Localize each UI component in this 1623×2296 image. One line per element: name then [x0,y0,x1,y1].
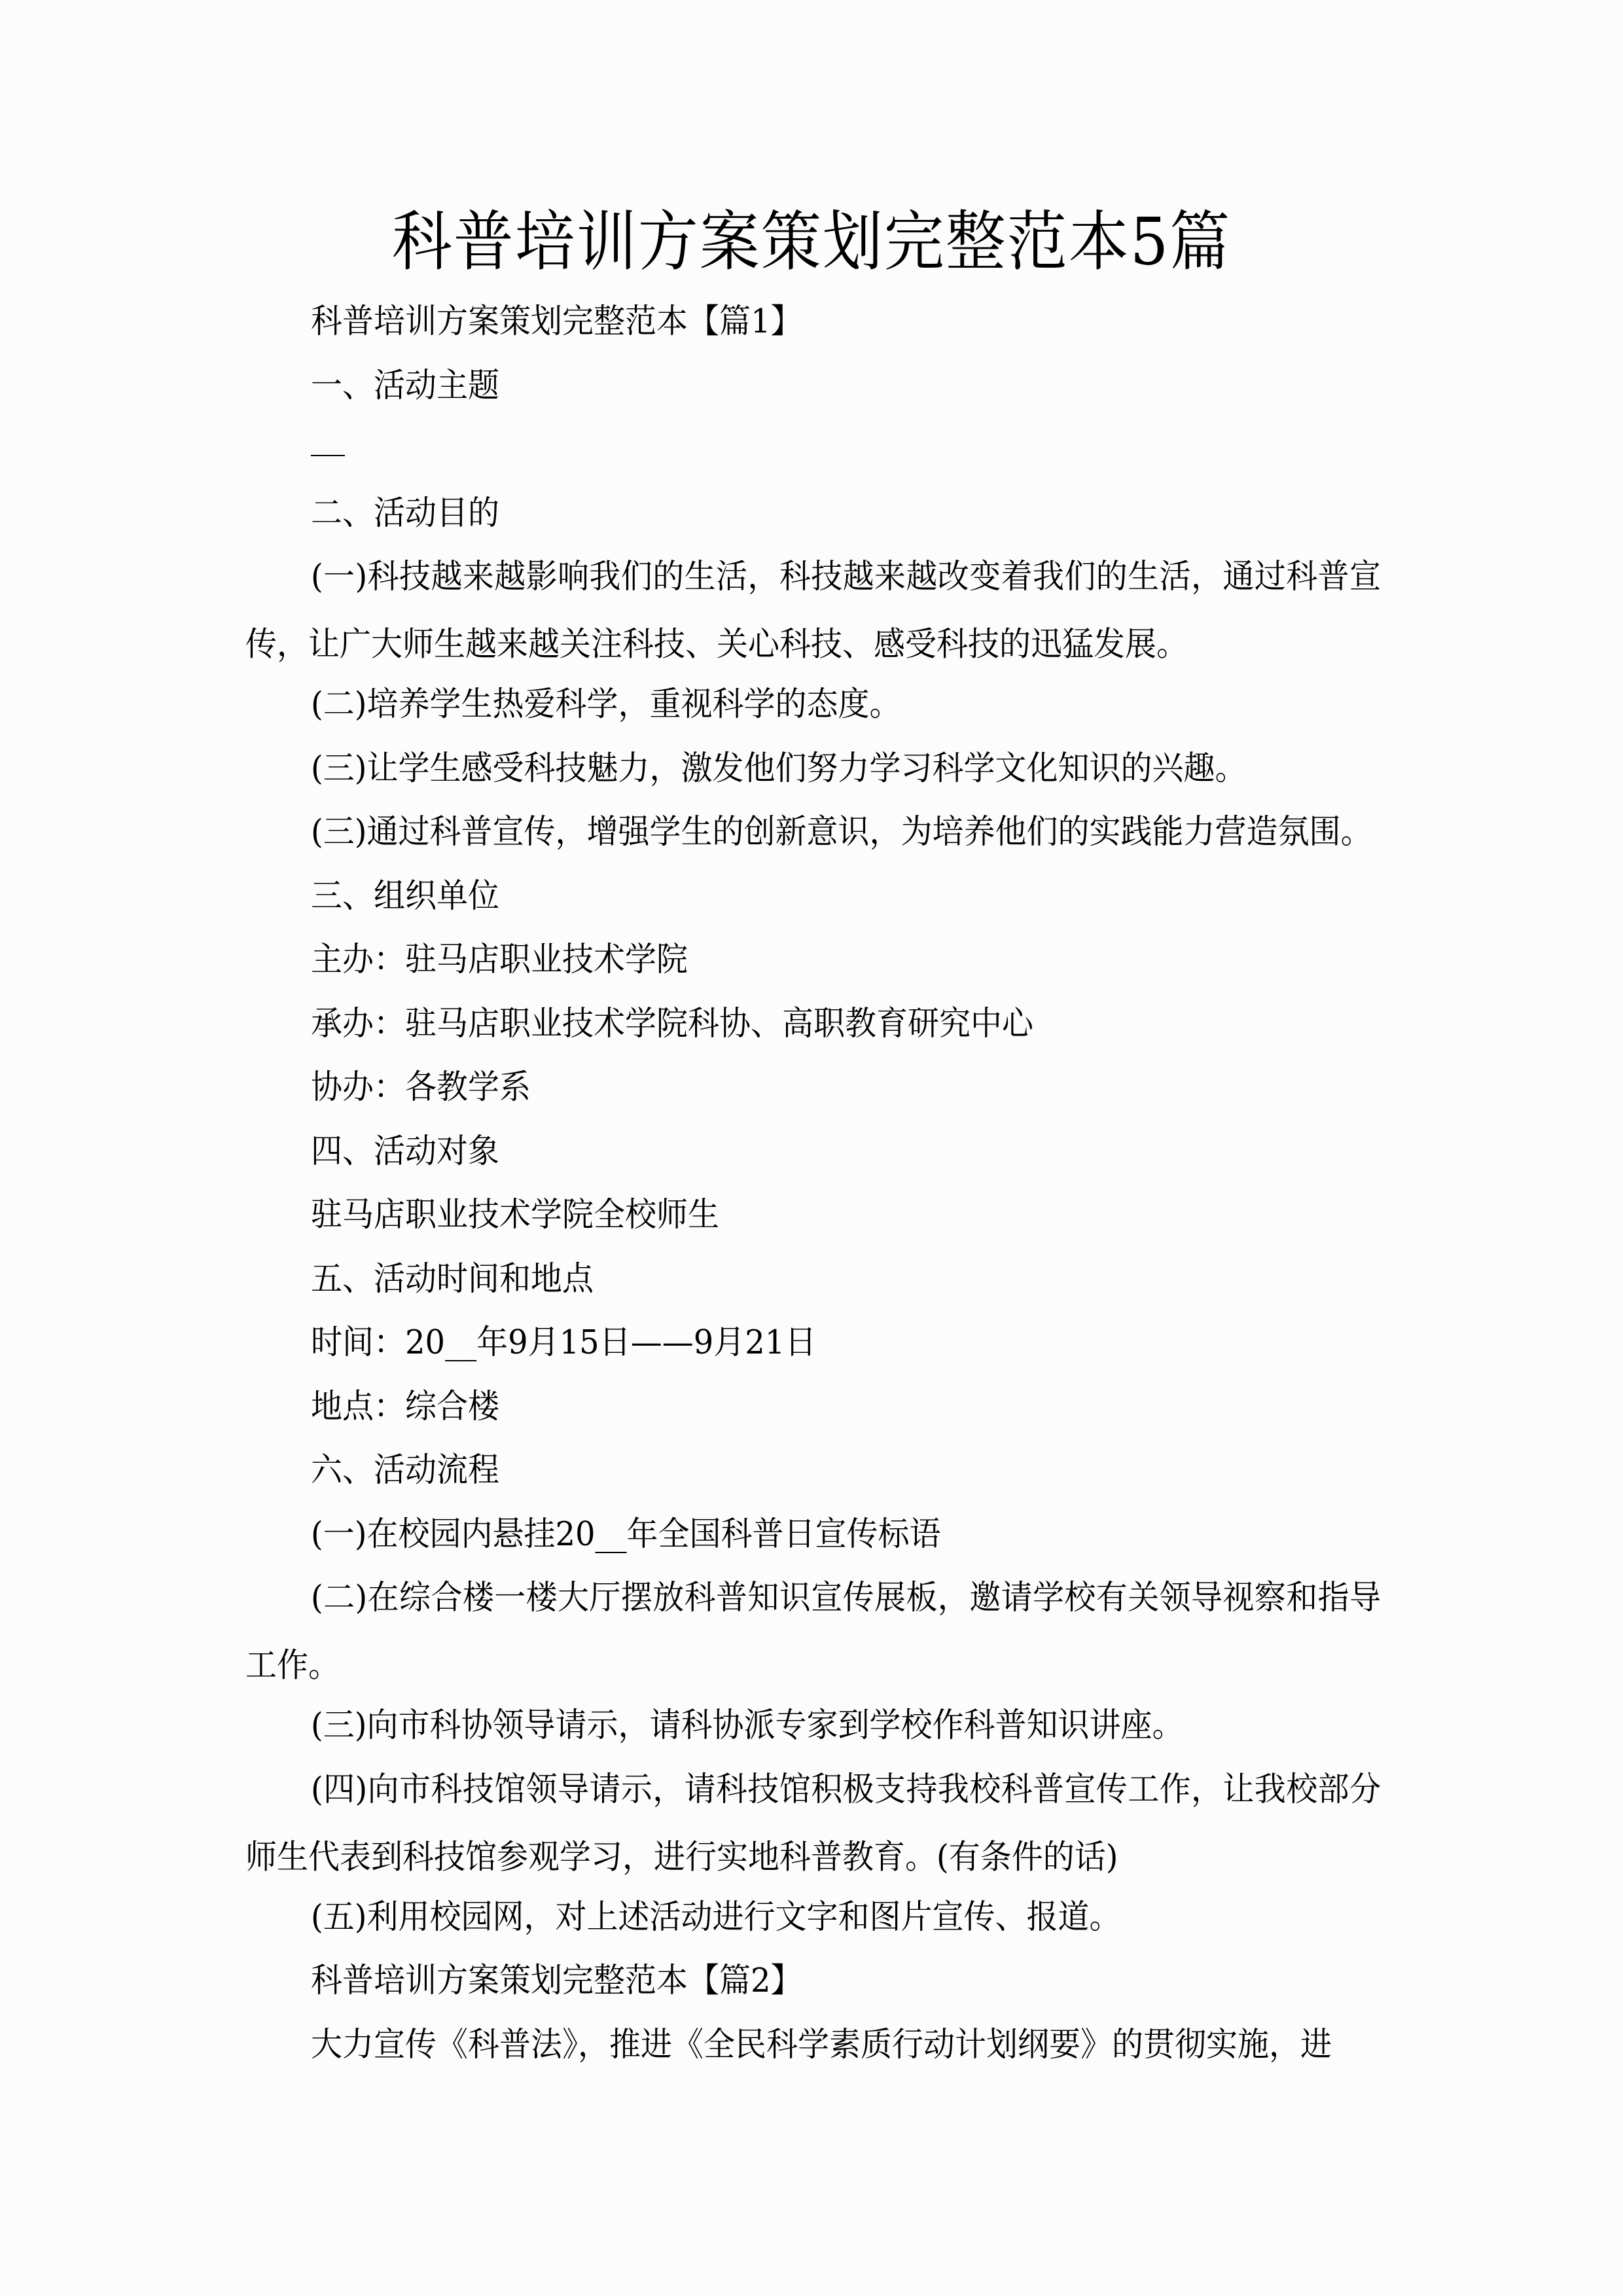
organizer-undertaker: 承办：驻马店职业技术学院科协、高职教育研究中心 [311,1003,1034,1043]
place-value: 地点：综合楼 [311,1386,500,1426]
purpose-item: (三)让学生感受科技魅力，激发他们努力学习科学文化知识的兴趣。 [311,748,1247,788]
process-step: (一)在校园内悬挂20__年全国科普日宣传标语 [311,1514,941,1554]
purpose-item: (三)通过科普宣传，增强学生的创新意识，为培养他们的实践能力营造氛围。 [311,812,1372,852]
section-2-intro: 大力宣传《科普法》，推进《全民科学素质行动计划纲要》的贯彻实施，进 [311,2024,1332,2064]
organizer-co-host: 协办：各教学系 [311,1067,531,1107]
process-heading: 六、活动流程 [311,1450,500,1490]
time-value: 时间：20__年9月15日——9月21日 [311,1323,817,1362]
document-body [245,288,1381,2075]
target-heading: 四、活动对象 [311,1131,500,1171]
purpose-item: (二)培养学生热爱科学，重视科学的态度。 [311,685,901,724]
theme-value-line [245,416,1381,480]
process-step: (三)向市科协领导请示，请科协派专家到学校作科普知识讲座。 [311,1706,1184,1745]
process-step: (四)向市科技馆领导请示，请科技馆积极支持我校科普宣传工作，让我校部分师生代表到科技馆参观学习，进行实地科普教育。(有条件的话) [245,1769,1381,1876]
theme-heading: 一、活动主题 [311,365,500,405]
process-step: (二)在综合楼一楼大厅摆放科普知识宣传展板，邀请学校有关领导视察和指导工作。 [245,1578,1381,1685]
target-value: 驻马店职业技术学院全校师生 [311,1195,720,1234]
purpose-item: (一)科技越来越影响我们的生活，科技越来越改变着我们的生活，通过科普宣传，让广大师生越来越关注科技、关心科技、感受科技的迅猛发展。 [245,557,1381,664]
theme-value-dash [311,455,345,456]
time-place-heading: 五、活动时间和地点 [311,1259,594,1299]
section-1-heading: 科普培训方案策划完整范本【篇1】 [311,302,802,341]
org-heading: 三、组织单位 [311,876,500,916]
process-step: (五)利用校园网，对上述活动进行文字和图片宣传、报道。 [311,1897,1121,1937]
organizer-host: 主办：驻马店职业技术学院 [311,940,688,979]
section-2-heading: 科普培训方案策划完整范本【篇2】 [311,1961,802,2000]
document-title: 科普培训方案策划完整范本5篇 [391,204,1232,280]
purpose-heading: 二、活动目的 [311,493,500,533]
